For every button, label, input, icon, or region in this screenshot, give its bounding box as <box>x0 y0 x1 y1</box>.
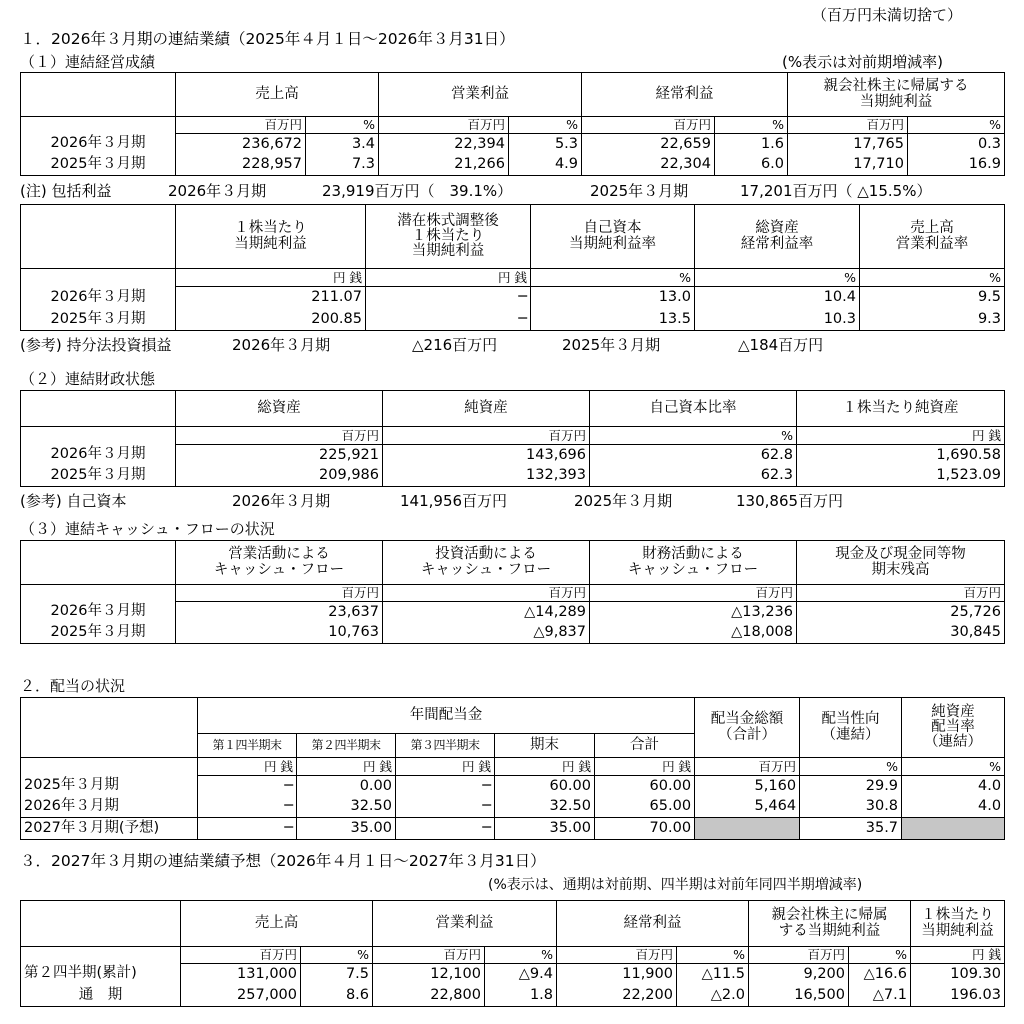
unit-cell: % <box>715 117 788 134</box>
equity-method-label: (参考) 持分法投資損益 <box>20 336 172 354</box>
dividends-table: 年間配当金 配当金総額 （合計） 配当性向 （連結） 純資産 配当率 （連結） 第１四半期末 第２四半期末 第３四半期末 期末 合計 円 銭 円 銭 円 銭 円 銭 円 銭 百万円 % % 2025年３月期 ─ 0.00 ─ 60.00 60.00 5,160 29.9 4.0 2026年３月期 ─ 32.50 ─ 32.50 65.00 5,464 30.8 4.0 2027年３月期(予想) ─ 35.00 ─ 35.00 70.00 35.7 <box>20 697 1005 840</box>
comprehensive-income-label: (注) 包括利益 <box>20 182 112 200</box>
corner-cell <box>21 73 176 117</box>
header-q2: 第２四半期末 <box>297 734 396 758</box>
section-1-2-title: （２）連結財政状態 <box>20 370 156 388</box>
header-total: 合計 <box>595 734 695 758</box>
header-roa: 総資産 経常利益率 <box>695 205 860 269</box>
table-row: 2025年３月期 ─ 0.00 ─ 60.00 60.00 5,160 29.9 4.0 <box>21 776 1005 797</box>
table-row: 2026年３月期 23,637 △14,289 △13,236 25,726 <box>21 602 1005 623</box>
header-q1: 第１四半期末 <box>198 734 297 758</box>
header-eps: １株当たり 当期純利益 <box>176 205 366 269</box>
unit-cell: % <box>509 117 582 134</box>
equity-method-value2: △184百万円 <box>738 336 824 354</box>
header-net-income-parent: 親会社株主に帰属 する当期純利益 <box>749 901 911 947</box>
header-doe: 純資産 配当率 （連結） <box>902 698 1005 758</box>
header-total-assets: 総資産 <box>176 391 383 427</box>
section-2-title: ２．配当の状況 <box>20 677 126 695</box>
comprehensive-income-year2: 2025年３月期 <box>590 182 689 200</box>
equity-method-value1: △216百万円 <box>412 336 498 354</box>
table-row: 2025年３月期 209,986 132,393 62.3 1,523.09 <box>21 466 1005 487</box>
header-net-sales: 売上高 <box>176 73 379 117</box>
equity-year1: 2026年３月期 <box>232 492 331 510</box>
header-operating-income: 営業利益 <box>373 901 557 947</box>
header-annual-dividends: 年間配当金 <box>198 698 695 734</box>
header-year-end: 期末 <box>495 734 595 758</box>
section-3-title: ３．2027年３月期の連結業績予想（2026年４月１日～2027年３月31日） <box>20 852 546 870</box>
percent-note: (%表示は対前期増減率) <box>782 53 943 71</box>
cash-flow-table: 営業活動による キャッシュ・フロー 投資活動による キャッシュ・フロー 財務活動による キャッシュ・フロー 現金及び現金同等物 期末残高 百万円 百万円 百万円 百万円 2026年３月期 23,637 △14,289 △13,236 25,726 2025年３月期 10,763 △9,837 △18,008 30,845 <box>20 540 1005 644</box>
comprehensive-income-value2: 17,201百万円（ △15.5%） <box>740 182 932 200</box>
shaded-cell <box>902 818 1005 840</box>
equity-value2: 130,865百万円 <box>736 492 844 510</box>
header-payout-ratio: 配当性向 （連結） <box>800 698 902 758</box>
per-share-table: １株当たり 当期純利益 潜在株式調整後 １株当たり 当期純利益 自己資本 当期純利益率 総資産 経常利益率 売上高 営業利益率 円 銭 円 銭 % % % 2026年３月期 211.07 ─ 13.0 10.4 9.5 2025年３月期 200.85 ─ 13.5 10.3 9.3 <box>20 204 1005 331</box>
header-total-dividends: 配当金総額 （合計） <box>695 698 800 758</box>
header-cash-ending: 現金及び現金同等物 期末残高 <box>797 541 1005 585</box>
equity-value1: 141,956百万円 <box>400 492 508 510</box>
table-row: 2026年３月期 236,672 3.4 22,394 5.3 22,659 1.6 17,765 0.3 <box>21 134 1005 155</box>
unit-cell: % <box>306 117 379 134</box>
header-net-assets: 純資産 <box>383 391 590 427</box>
table-row: 2025年３月期 10,763 △9,837 △18,008 30,845 <box>21 623 1005 644</box>
table-row: 2025年３月期 228,957 7.3 21,266 4.9 22,304 6.0 17,710 16.9 <box>21 155 1005 176</box>
header-q3: 第３四半期末 <box>396 734 495 758</box>
table-row: 第２四半期(累計) 131,000 7.5 12,100 △9.4 11,900 △11.5 9,200 △16.6 109.30 <box>21 964 1005 985</box>
financial-position-table: 総資産 純資産 自己資本比率 １株当たり純資産 百万円 百万円 % 円 銭 2026年３月期 225,921 143,696 62.8 1,690.58 2025年３月期 209,986 132,393 62.3 1,523.09 <box>20 390 1005 487</box>
comprehensive-income-year1: 2026年３月期 <box>168 182 267 200</box>
forecast-table: 売上高 営業利益 経常利益 親会社株主に帰属 する当期純利益 １株当たり 当期純利益 百万円 % 百万円 % 百万円 % 百万円 % 円 銭 第２四半期(累計) 131,000 7.5 12,100 △9.4 11,900 △11.5 9,200 △16.6 109.30 通 期 257,000 8.6 22,800 1.8 22,200 △2.0 16,500 △7.1 196.03 <box>20 900 1005 1007</box>
forecast-percent-note: (%表示は、通期は対前期、四半期は対前年同四半期増減率) <box>488 877 863 893</box>
header-diluted-eps: 潜在株式調整後 １株当たり 当期純利益 <box>366 205 531 269</box>
table-row-forecast: 2027年３月期(予想) ─ 35.00 ─ 35.00 70.00 35.7 <box>21 818 1005 840</box>
header-roe: 自己資本 当期純利益率 <box>531 205 695 269</box>
header-ordinary-income: 経常利益 <box>557 901 749 947</box>
unit-cell: 百万円 <box>582 117 715 134</box>
header-operating-income: 営業利益 <box>379 73 582 117</box>
unit-cell: % <box>908 117 1005 134</box>
equity-method-year2: 2025年３月期 <box>562 336 661 354</box>
header-net-sales: 売上高 <box>181 901 373 947</box>
header-bps: １株当たり純資産 <box>797 391 1005 427</box>
shaded-cell <box>695 818 800 840</box>
comprehensive-income-value1: 23,919百万円（ 39.1%） <box>322 182 513 200</box>
operating-results-table <box>20 72 1005 176</box>
unit-note: （百万円未満切捨て） <box>812 6 963 24</box>
table-row: 2025年３月期 200.85 ─ 13.5 10.3 9.3 <box>21 309 1005 331</box>
section-1-title: １．2026年３月期の連結業績（2025年４月１日～2026年３月31日） <box>20 30 515 48</box>
header-net-income-parent: 親会社株主に帰属する 当期純利益 <box>788 73 1005 117</box>
header-investing-cf: 投資活動による キャッシュ・フロー <box>383 541 590 585</box>
unit-cell: 百万円 <box>788 117 908 134</box>
unit-cell: 百万円 <box>176 117 306 134</box>
header-financing-cf: 財務活動による キャッシュ・フロー <box>590 541 797 585</box>
equity-method-year1: 2026年３月期 <box>232 336 331 354</box>
table-row: 2026年３月期 ─ 32.50 ─ 32.50 65.00 5,464 30.8 4.0 <box>21 797 1005 818</box>
header-operating-cf: 営業活動による キャッシュ・フロー <box>176 541 383 585</box>
table-row: 2026年３月期 225,921 143,696 62.8 1,690.58 <box>21 445 1005 466</box>
unit-cell: 百万円 <box>379 117 509 134</box>
table-row: 通 期 257,000 8.6 22,800 1.8 22,200 △2.0 16,500 △7.1 196.03 <box>21 985 1005 1007</box>
section-1-1-title: （１）連結経営成績 <box>20 53 156 71</box>
section-1-3-title: （３）連結キャッシュ・フローの状況 <box>20 520 275 538</box>
equity-year2: 2025年３月期 <box>574 492 673 510</box>
header-equity-ratio: 自己資本比率 <box>590 391 797 427</box>
header-operating-margin: 売上高 営業利益率 <box>860 205 1005 269</box>
header-ordinary-income: 経常利益 <box>582 73 788 117</box>
table-row: 2026年３月期 211.07 ─ 13.0 10.4 9.5 <box>21 287 1005 309</box>
equity-label: (参考) 自己資本 <box>20 492 127 510</box>
header-eps: １株当たり 当期純利益 <box>911 901 1005 947</box>
